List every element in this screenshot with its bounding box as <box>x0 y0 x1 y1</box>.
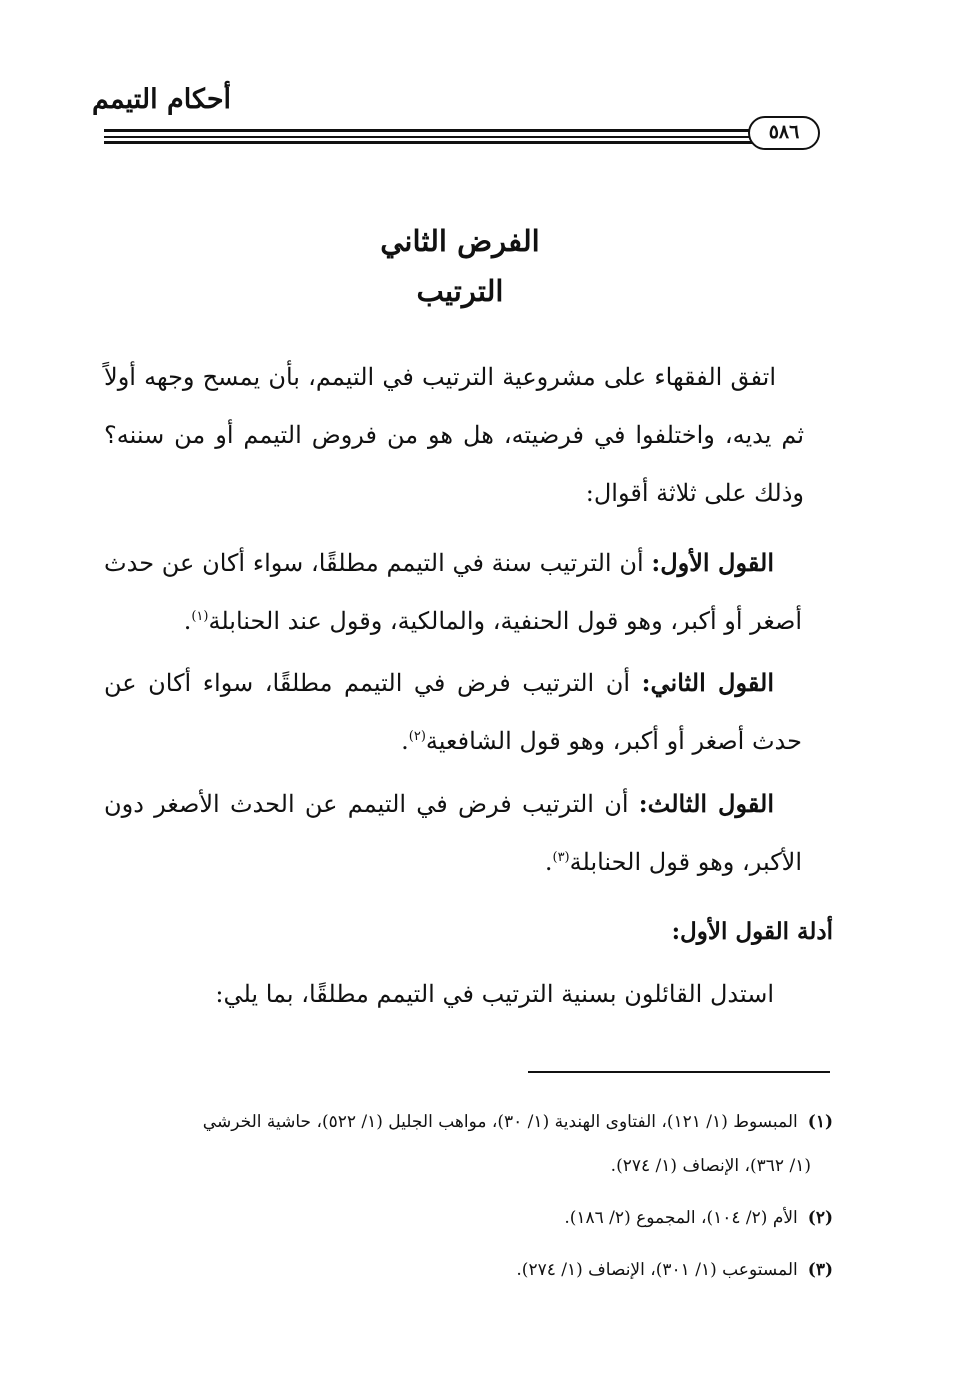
footnote-text: المستوعب (١/ ٣٠١)، الإنصاف (١/ ٢٧٤). <box>516 1260 798 1280</box>
topic-heading: الترتيب <box>416 274 504 308</box>
end-punctuation: . <box>544 848 553 876</box>
opinion-paragraph-2 <box>104 654 802 770</box>
footnote-separator <box>528 1071 830 1073</box>
footnote-number: (٢) <box>807 1208 833 1228</box>
evidence-heading: أدلة القول الأول: <box>671 918 833 945</box>
header-rule <box>104 141 752 144</box>
footnote-2 <box>564 1204 833 1233</box>
section-heading: الفرض الثاني <box>380 224 540 258</box>
opinion-label: القول الثالث: <box>638 789 774 818</box>
running-title: أحكام التيمم <box>92 84 232 115</box>
footnote-text: الأم (٢/ ١٠٤)، المجموع (٢/ ١٨٦). <box>564 1208 798 1228</box>
footnote-ref[interactable]: (٢) <box>408 729 426 744</box>
page-number-text: ٥٨٦ <box>768 121 800 143</box>
header-rule <box>104 129 752 132</box>
footnote-1 <box>125 1108 833 1137</box>
footnote-ref[interactable]: (٣) <box>552 850 570 865</box>
opinion-paragraph-1 <box>104 534 802 650</box>
footnote-1-continuation: (١/ ٣٦٢)، الإنصاف (١/ ٢٧٤). <box>610 1156 811 1176</box>
footnote-text: المبسوط (١/ ١٢١)، الفتاوى الهندية (١/ ٣٠)، مواهب الجليل (١/ ٥٢٢)، حاشية الخرشي <box>202 1112 798 1132</box>
opinion-text: أن الترتيب سنة في التيمم مطلقًا، سواء أكان عن حدث أصغر أو أكبر، وهو قول الحنفية، والمالكية، وقول عند الحنابلة <box>104 549 802 635</box>
evidence-intro: استدل القائلون بسنية الترتيب في التيمم مطلقًا، بما يلي: <box>215 980 774 1008</box>
footnote-number: (١) <box>807 1112 833 1132</box>
header-rule <box>104 136 752 138</box>
footnote-number: (٣) <box>807 1260 833 1280</box>
end-punctuation: . <box>183 607 192 635</box>
intro-paragraph: اتفق الفقهاء على مشروعية الترتيب في التيمم، بأن يمسح وجهه أولاً ثم يديه، واختلفوا في فرضيته، هل هو من فروض التيمم أو من سننه؟ وذلك على ثلاثة أقوال: <box>104 363 804 507</box>
opinion-text: أن الترتيب فرض في التيمم عن الحدث الأصغر دون الأكبر، وهو قول الحنابلة <box>104 790 802 876</box>
footnote-3 <box>516 1256 833 1285</box>
opinion-text: أن الترتيب فرض في التيمم مطلقًا، سواء أكان عن حدث أصغر أو أكبر، وهو قول الشافعية <box>104 669 802 755</box>
end-punctuation: . <box>401 727 409 755</box>
footnote-ref[interactable]: (١) <box>191 609 209 624</box>
opinion-label: القول الثاني: <box>641 668 775 697</box>
page-number <box>748 116 820 150</box>
opinion-paragraph-3 <box>104 775 802 891</box>
opinion-label: القول الأول: <box>651 548 774 577</box>
